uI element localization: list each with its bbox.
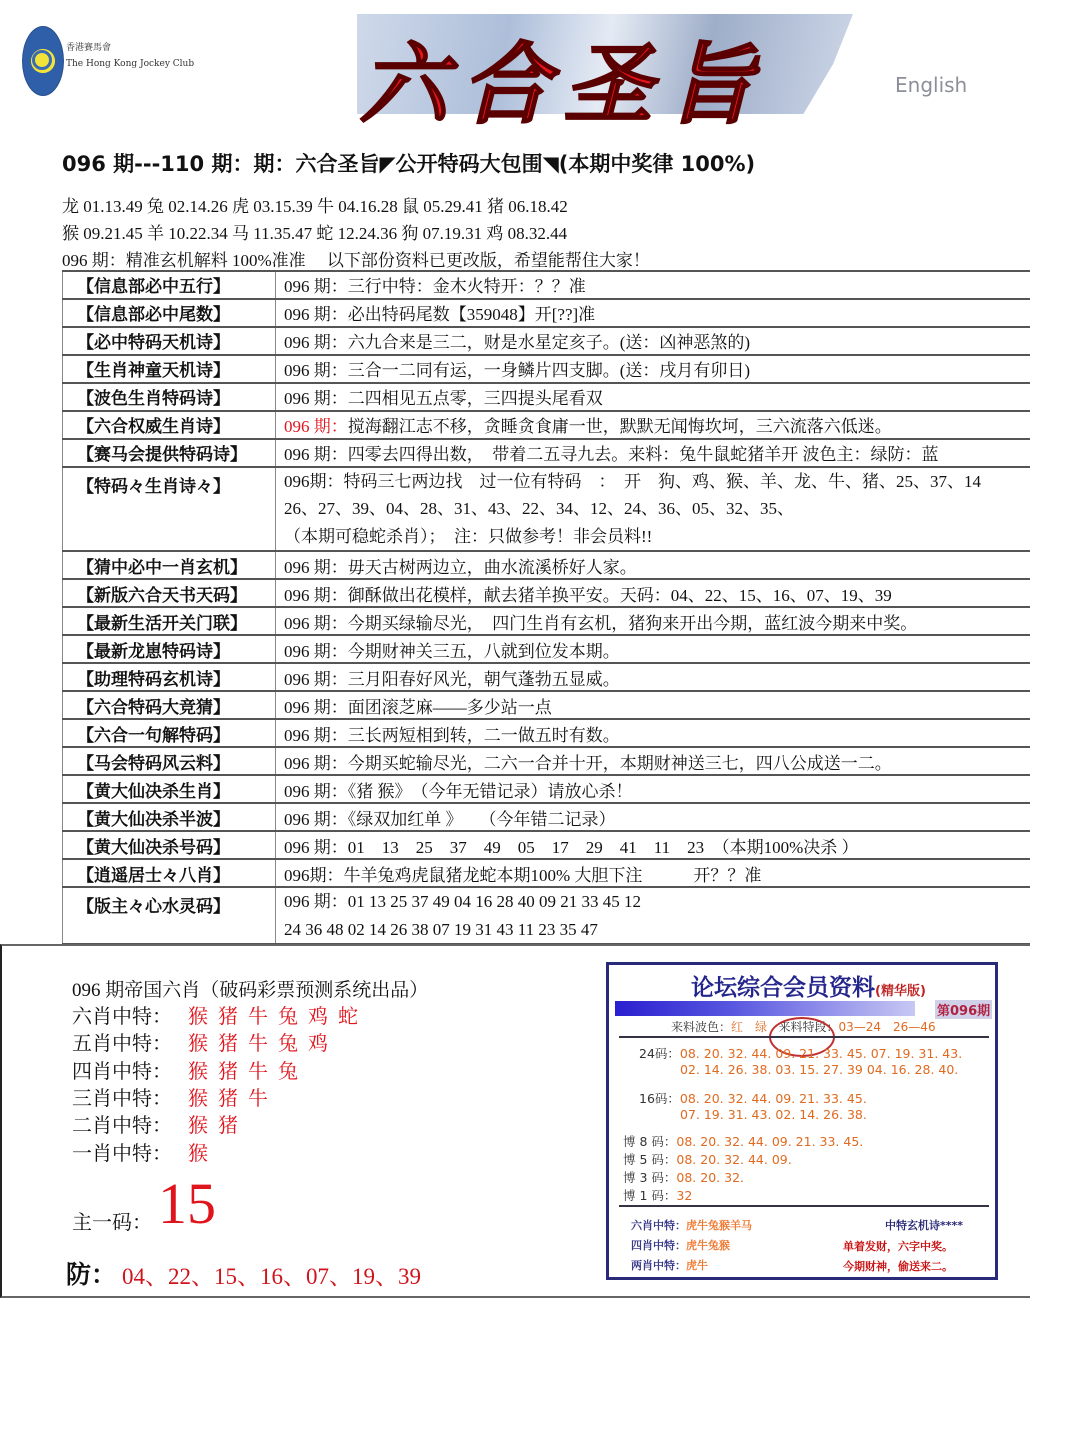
row-text: 三月阳春好风光，朝气蓬勃五显威。 [347,669,620,689]
row-text: 三长两短相到转，二一做五时有数。 [347,725,620,745]
row-content [276,467,1031,552]
issue-prefix: 096 期： [284,585,348,605]
row-text: 今期财神关三五，八就到位发本期。 [347,641,620,661]
card-code-group [623,1132,863,1150]
card-footer-row [631,1257,708,1273]
card-issue-badge: 第096期 [935,1000,992,1019]
table-row [63,467,1031,552]
logo-text-en: The Hong Kong Jockey Club [66,59,195,69]
row-content [276,887,1031,944]
row-text: 牛羊兔鸡虎鼠猪龙蛇本期100% 大胆下注 开？？准 [343,865,762,885]
table-row [63,355,1031,383]
zodiac-pick-row [72,1000,368,1029]
row-text: 三行中特：金木火特开：？？准 [347,277,586,297]
row-text: 必出特码尾数【359048】开[??]准 [347,305,596,325]
row-content [276,299,1031,327]
table-row [63,439,1031,467]
six-zodiac-title: 096 期帝国六肖（破码彩票预测系统出品） [72,980,429,1001]
card-code-line [639,1107,867,1122]
table-row [63,803,1031,831]
table-row [63,719,1031,747]
zodiac-pick-value: 猴猪牛兔 [188,1060,308,1083]
forum-member-card [606,962,998,1280]
zodiac-pick-row [72,1082,278,1111]
row-content [276,747,1031,775]
table-row [63,887,1031,944]
card-divider [619,1205,989,1207]
row-text: 01 13 25 37 49 05 17 29 41 11 23 （本期100%决杀 ） [347,837,859,857]
issue-prefix: 096 期： [284,613,348,633]
row-label: 【逍遥居士々八肖】 [63,859,276,887]
row-content [276,775,1031,803]
issue-prefix: 096期： [284,865,344,885]
table-row [63,775,1031,803]
issue-prefix: 096 期： [284,389,348,409]
card-code-line [623,1168,744,1186]
table-row [63,747,1031,775]
issue-prefix: 096 期： [284,445,348,465]
issue-prefix: 096 期： [284,305,348,325]
card-code-label: 16码： [639,1091,680,1106]
row-label: 【新版六合天书天码】 [63,579,276,607]
card-footer-label: 六肖中特： [631,1219,686,1232]
row-content-line: （本期可稳蛇杀肖）； 注：只做参考！非会员料!! [284,526,653,546]
issue-prefix: 096 期： [284,809,348,829]
row-label: 【波色生肖特码诗】 [63,383,276,411]
row-content [276,663,1031,691]
row-content [276,635,1031,663]
row-label: 【版主々心水灵码】 [63,887,276,944]
zodiac-pick-label: 二肖中特： [72,1115,172,1138]
issue-prefix: 096 期： [284,725,348,745]
fang-values: 04、22、15、16、07、19、39 [122,1264,421,1289]
table-row [63,663,1031,691]
card-poem-line: 今期财神，偷送来二。 [843,1260,953,1273]
row-label: 【特码々生肖诗々】 [63,467,276,552]
card-footer-value: 虎牛兔猴 [686,1239,730,1252]
card-footer-row [631,1217,752,1233]
row-text: 搅海翻江志不移，贪睡贪食庸一世，默默无闻悔坎坷，三六流落六低迷。 [347,417,892,437]
logo-text [66,40,194,72]
row-text: 四零去四得出数， 带着二五寻九去。来料：兔牛鼠蛇猪羊开 波色主：绿防：蓝 [347,445,939,465]
card-poem-title: 中特玄机诗**** [885,1219,964,1232]
row-content [276,607,1031,635]
title-art: 六合圣旨 [360,32,769,136]
card-code-label: 博 5 码： [623,1152,677,1167]
zodiac-pick-value: 猴猪牛兔鸡蛇 [188,1006,368,1028]
card-code-values: 08. 20. 32. 44. 09. 21. 33. 45. [676,1134,864,1149]
zodiac-pick-value: 猴猪 [188,1115,248,1138]
row-label: 【六合一句解特码】 [63,719,276,747]
row-content [276,551,1031,579]
zodiac-pick-value: 猴猪牛 [188,1087,278,1110]
card-footer-value: 虎牛兔猴羊马 [686,1219,752,1232]
zodiac-numbers-line-1: 龙 01.13.49 兔 02.14.26 虎 03.15.39 牛 04.16.28 鼠 05.29.41 猪 06.18.42 [62,197,568,216]
card-code-group [639,1089,867,1122]
row-text: 毋天古树两边立，曲水流溪桥好人家。 [347,557,637,577]
row-content-line: 096 期：01 13 25 37 49 04 16 28 40 09 21 33 45 12 [284,892,641,912]
card-code-values: 32 [676,1188,693,1203]
table-row [63,859,1031,887]
issue-prefix: 096 期： [284,669,348,689]
card-code-line [639,1062,962,1077]
zodiac-numbers-line-2: 猴 09.21.45 羊 10.22.34 马 11.35.47 蛇 12.24.36 狗 07.19.31 鸡 08.32.44 [62,224,568,243]
prediction-table [62,270,1030,945]
card-code-values: 07. 19. 31. 43. 02. 14. 26. 38. [680,1107,867,1122]
zodiac-pick-label: 三肖中特： [72,1087,172,1110]
card-divider [619,1036,989,1038]
main-code-label: 主一码： [72,1212,152,1234]
issue-prefix: 096 期： [284,697,348,717]
card-code-values: 08. 20. 32. 44. 09. 21. 33. 45. [679,1091,867,1106]
row-label: 【信息部必中尾数】 [63,299,276,327]
row-content [276,271,1031,299]
row-content-line: 26、27、39、04、28、31、43、22、34、12、24、36、05、32、35、 [284,499,794,519]
row-content [276,859,1031,887]
table-row [63,383,1031,411]
row-label: 【猜中必中一肖玄机】 [63,551,276,579]
card-code-line [639,1044,962,1062]
row-text: 御酥做出花模样，献去猪羊换平安。天码：04、22、15、16、07、19、39 [347,585,892,605]
zodiac-pick-label: 五肖中特： [72,1033,172,1056]
row-content [276,327,1031,355]
fang-label: 防： [66,1262,117,1289]
jockey-club-logo [22,26,64,96]
row-label: 【赛马会提供特码诗】 [63,439,276,467]
wave-label: 来料波色： [671,1020,732,1034]
zodiac-pick-label: 一肖中特： [72,1142,172,1165]
issue-prefix: 096 期： [284,753,348,773]
row-text: 面团滚芝麻——多少站一点 [347,697,552,717]
row-text: 今期买绿输尽光， 四门生肖有玄机，猪狗来开出今期，蓝红波今期来中奖。 [347,613,918,633]
row-text: 《猪 猴》 （今年无错记录）请放心杀！ [347,781,633,801]
row-content [276,691,1031,719]
card-code-label: 博 8 码： [623,1134,677,1149]
row-content-line: 096期：特码三七两边找 过一位有特码 ： 开 狗、鸡、猴、羊、龙、牛、猪、25、37、14 [284,471,981,491]
row-label: 【助理特码玄机诗】 [63,663,276,691]
card-code-values: 08. 20. 32. 44. 09. [676,1152,792,1167]
card-code-label: 博 1 码： [623,1188,677,1203]
zodiac-pick-label: 六肖中特： [72,1006,172,1028]
row-text: 今期买蛇输尽光，二六一合并十开，本期财神送三七，四八公成送一二。 [347,753,892,773]
issue-prefix: 096 期： [284,361,348,381]
row-label: 【必中特码天机诗】 [63,327,276,355]
row-text: 三合一二同有运，一身鳞片四支脚。(送：戌月有卯日) [347,361,751,381]
issue-prefix: 096 期： [284,641,348,661]
table-row [63,271,1031,299]
card-code-line [623,1186,692,1204]
card-gradient-bar [615,1001,915,1016]
row-label: 【最新生活开关门联】 [63,607,276,635]
row-content [276,831,1031,859]
table-row [63,635,1031,663]
card-edition: (精华版) [875,984,926,999]
main-code-value: 15 [158,1171,216,1236]
row-content [276,355,1031,383]
row-label: 【最新龙崽特码诗】 [63,635,276,663]
table-row [63,579,1031,607]
card-title-text: 论坛综合会员资料 [691,975,875,1001]
card-code-line [623,1132,863,1150]
card-code-values: 08. 20. 32. 44. 09. 21. 33. 45. 07. 19. 31. 43. [679,1046,963,1061]
row-content [276,411,1031,439]
row-content [276,719,1031,747]
issue-prefix: 096 期： [284,417,348,437]
logo-text-cn: 香港賽馬會 [66,43,112,53]
zodiac-pick-value: 猴猪牛兔鸡 [188,1033,338,1056]
row-label: 【黄大仙决杀生肖】 [63,775,276,803]
row-label: 【信息部必中五行】 [63,271,276,299]
row-label: 【六合权威生肖诗】 [63,411,276,439]
zodiac-pick-row [72,1109,248,1138]
english-link[interactable]: English [895,73,968,97]
card-poem-line: 单着发财，六字中奖。 [843,1240,953,1253]
table-row [63,299,1031,327]
card-code-group [623,1150,792,1168]
card-code-values: 08. 20. 32. [676,1170,744,1185]
table-row [63,411,1031,439]
row-text: 《绿双加红单 》 （今年错二记录） [347,809,616,829]
table-row [63,831,1031,859]
row-content [276,579,1031,607]
row-label: 【马会特码风云料】 [63,747,276,775]
zodiac-pick-row [72,1055,308,1084]
card-title [691,969,926,1002]
row-label: 【生肖神童天机诗】 [63,355,276,383]
card-footer-row [631,1237,730,1253]
row-content [276,803,1031,831]
card-code-values: 02. 14. 26. 38. 03. 15. 27. 39 04. 16. 28. 40. [680,1062,959,1077]
row-label: 【六合特码大竞猜】 [63,691,276,719]
row-text: 二四相见五点零，三四提头尾看双 [347,389,603,409]
segment-value: 03—24 26—46 [838,1020,936,1034]
issue-prefix: 096 期： [284,277,348,297]
card-footer-value: 虎牛 [686,1259,708,1272]
intro-line: 096 期：精准玄机解料 100%准准 以下部份资料已更改版，希望能帮住大家！ [62,251,650,270]
row-content-line: 24 36 48 02 14 26 38 07 19 31 43 11 23 35 47 [284,919,598,939]
card-footer-label: 两肖中特： [631,1259,686,1272]
issue-prefix: 096 期： [284,781,348,801]
card-code-line [623,1150,792,1168]
zodiac-pick-label: 四肖中特： [72,1060,172,1083]
row-text: 六九合来是三二，财是水星定亥子。(送：凶神恶煞的) [347,333,751,353]
card-code-group [639,1044,962,1077]
zodiac-pick-value: 猴 [188,1142,218,1165]
card-footer-label: 四肖中特： [631,1239,686,1252]
table-row [63,327,1031,355]
row-content [276,439,1031,467]
issue-prefix: 096 期： [284,837,348,857]
table-row [63,607,1031,635]
row-content [276,383,1031,411]
wave-value: 红 绿 [731,1020,768,1034]
card-code-group [623,1186,692,1204]
zodiac-pick-row [72,1137,218,1166]
row-label: 【黄大仙决杀号码】 [63,831,276,859]
card-code-label: 博 3 码： [623,1170,677,1185]
zodiac-pick-row [72,1027,338,1056]
issue-prefix: 096 期： [284,557,348,577]
table-row [63,691,1031,719]
card-code-group [623,1168,744,1186]
row-label: 【黄大仙决杀半波】 [63,803,276,831]
card-code-label: 24码： [639,1046,680,1061]
card-code-line [639,1089,867,1107]
segment-label: 来料特段： [778,1020,839,1034]
issue-prefix: 096 期： [284,333,348,353]
table-row [63,551,1031,579]
headline: 096 期---110 期：期：六合圣旨◤公开特码大包围◥(本期中奖律 100%) [62,152,756,176]
